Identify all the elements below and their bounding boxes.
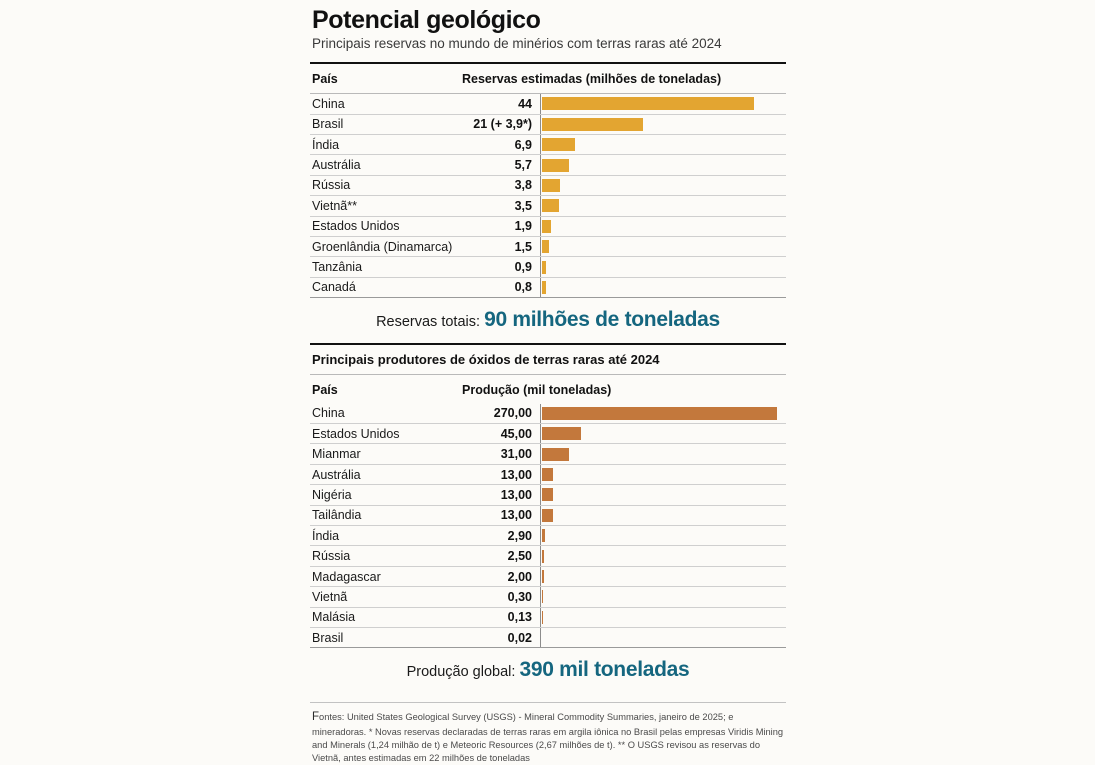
production-column-headers (310, 375, 786, 404)
table-row (310, 134, 786, 154)
reserves-total-label: Reservas totais: (376, 314, 484, 330)
row-bar (542, 281, 546, 294)
row-bar-cell (540, 546, 786, 565)
row-country: Índia (310, 526, 462, 545)
row-value: 1,9 (462, 217, 540, 236)
row-bar (542, 509, 553, 522)
row-bar (542, 138, 575, 151)
row-value: 3,5 (462, 196, 540, 215)
row-country: Groenlândia (Dinamarca) (310, 237, 462, 256)
production-col-metric: Produção (mil toneladas) (462, 383, 786, 397)
row-value: 2,00 (462, 567, 540, 586)
row-country: Tanzânia (310, 257, 462, 276)
page-subtitle: Principais reservas no mundo de minérios com terras raras até 2024 (312, 36, 786, 52)
row-value: 13,00 (462, 506, 540, 525)
row-value: 270,00 (462, 404, 540, 423)
row-bar (542, 407, 777, 420)
table-row (310, 545, 786, 565)
reserves-total (310, 298, 786, 343)
table-row (310, 525, 786, 545)
row-country: Brasil (310, 628, 462, 647)
row-bar-cell (540, 424, 786, 443)
row-country: Brasil (310, 115, 462, 134)
row-bar-cell (540, 176, 786, 195)
row-value: 0,30 (462, 587, 540, 606)
row-country: Vietnã** (310, 196, 462, 215)
row-value: 31,00 (462, 444, 540, 463)
table-row (310, 464, 786, 484)
row-bar-cell (540, 278, 786, 297)
row-bar (542, 570, 544, 583)
table-row (310, 236, 786, 256)
row-bar-cell (540, 567, 786, 586)
row-value: 13,00 (462, 485, 540, 504)
row-value: 6,9 (462, 135, 540, 154)
row-value: 5,7 (462, 155, 540, 174)
row-bar (542, 240, 549, 253)
reserves-total-value: 90 milhões de toneladas (484, 308, 720, 331)
row-bar (542, 199, 559, 212)
production-total (310, 648, 786, 693)
row-bar-cell (540, 506, 786, 525)
row-bar-cell (540, 94, 786, 113)
table-row (310, 256, 786, 276)
row-country: Madagascar (310, 567, 462, 586)
row-bar-cell (540, 237, 786, 256)
table-row (310, 216, 786, 236)
row-bar (542, 550, 544, 563)
table-row (310, 175, 786, 195)
row-country: Rússia (310, 176, 462, 195)
row-bar (542, 488, 553, 501)
row-value: 0,02 (462, 628, 540, 647)
row-bar-cell (540, 608, 786, 627)
table-row (310, 423, 786, 443)
row-bar-cell (540, 444, 786, 463)
table-row (310, 484, 786, 504)
row-bar-cell (540, 587, 786, 606)
table-row (310, 195, 786, 215)
row-value: 0,8 (462, 278, 540, 297)
row-country: Nigéria (310, 485, 462, 504)
row-country: Tailândia (310, 506, 462, 525)
row-bar (542, 468, 553, 481)
row-value: 3,8 (462, 176, 540, 195)
table-row (310, 404, 786, 423)
footnote (310, 703, 786, 764)
row-bar (542, 220, 551, 233)
row-bar-cell (540, 155, 786, 174)
table-row (310, 607, 786, 627)
row-bar-cell (540, 485, 786, 504)
row-bar (542, 448, 569, 461)
row-country: Vietnã (310, 587, 462, 606)
row-bar-cell (540, 257, 786, 276)
table-row (310, 586, 786, 606)
production-section-title: Principais produtores de óxidos de terras raras até 2024 (310, 345, 786, 374)
row-value: 2,50 (462, 546, 540, 565)
table-row (310, 277, 786, 297)
table-row (310, 94, 786, 113)
row-country: Índia (310, 135, 462, 154)
row-bar-cell (540, 196, 786, 215)
production-col-country: País (310, 383, 462, 397)
reserves-rows (310, 94, 786, 297)
row-value: 0,13 (462, 608, 540, 627)
row-country: China (310, 404, 462, 423)
row-bar-cell (540, 404, 786, 423)
row-bar (542, 179, 560, 192)
table-row (310, 154, 786, 174)
row-bar (542, 529, 545, 542)
production-total-value: 390 mil toneladas (519, 658, 689, 681)
table-row (310, 627, 786, 647)
row-country: Austrália (310, 155, 462, 174)
row-country: Estados Unidos (310, 217, 462, 236)
row-country: Malásia (310, 608, 462, 627)
production-rows (310, 404, 786, 648)
row-bar (542, 261, 546, 274)
footnote-text: ontes: United States Geological Survey (USGS) - Mineral Commodity Summaries, janeiro de 2025; e mineradoras. * Novas reservas declaradas de terras raras em argila iônica no Brasil pelas empresas Viridis Mining and Minerals (1,24 milhão de t) e Meteoric Resources (2,67 milhões de t). ** O USGS revisou as reservas do Vietnã, antes estimadas em 22 milhões de toneladas (312, 712, 783, 763)
row-bar-cell (540, 526, 786, 545)
row-country: China (310, 94, 462, 113)
reserves-col-metric: Reservas estimadas (milhões de toneladas) (462, 72, 786, 86)
row-country: Canadá (310, 278, 462, 297)
row-bar-cell (540, 628, 786, 647)
table-row (310, 505, 786, 525)
table-row (310, 114, 786, 134)
row-bar-cell (540, 465, 786, 484)
infographic-container (310, 0, 786, 765)
row-country: Rússia (310, 546, 462, 565)
row-bar-cell (540, 135, 786, 154)
row-value: 45,00 (462, 424, 540, 443)
row-country: Mianmar (310, 444, 462, 463)
reserves-column-headers (310, 64, 786, 93)
row-bar (542, 118, 643, 131)
row-bar (542, 159, 569, 172)
row-value: 44 (462, 94, 540, 113)
row-value: 2,90 (462, 526, 540, 545)
row-bar (542, 427, 581, 440)
row-bar-cell (540, 115, 786, 134)
row-country: Estados Unidos (310, 424, 462, 443)
row-value: 0,9 (462, 257, 540, 276)
row-value: 1,5 (462, 237, 540, 256)
page-title: Potencial geológico (312, 6, 786, 34)
row-bar-cell (540, 217, 786, 236)
footnote-dropcap: F (312, 711, 319, 723)
row-bar (542, 97, 754, 110)
table-row (310, 443, 786, 463)
production-total-label: Produção global: (407, 664, 520, 680)
reserves-col-country: País (310, 72, 462, 86)
row-value: 21 (+ 3,9*) (462, 115, 540, 134)
row-value: 13,00 (462, 465, 540, 484)
row-country: Austrália (310, 465, 462, 484)
table-row (310, 566, 786, 586)
